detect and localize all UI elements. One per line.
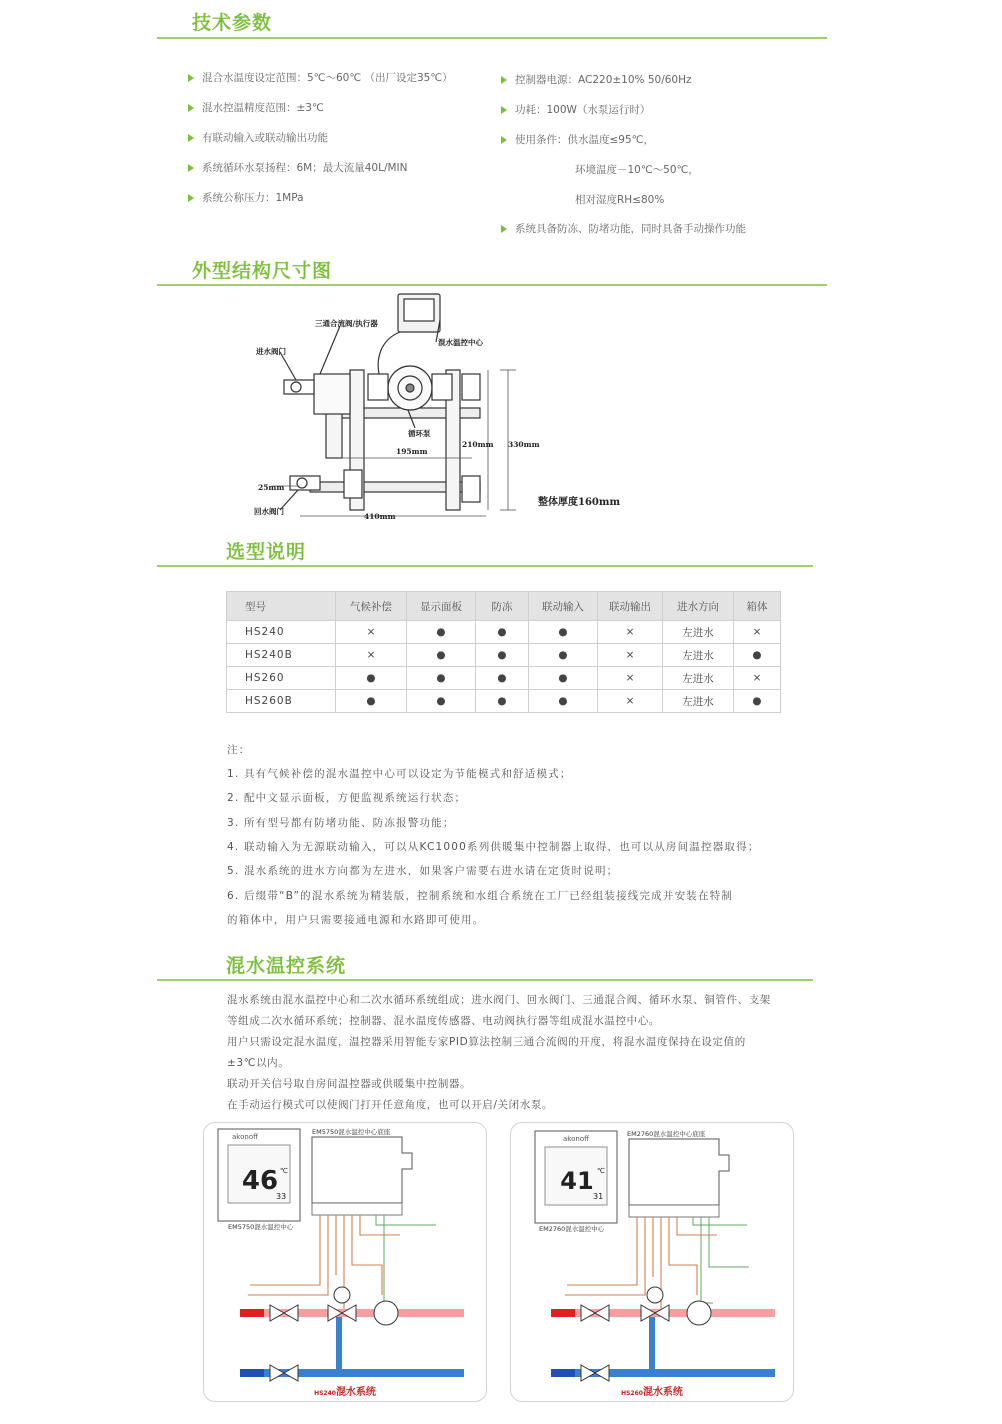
table-header-cell: 显示面板 xyxy=(407,592,476,621)
system-diagram-panel-hs240 xyxy=(203,1122,487,1402)
dimension-drawing xyxy=(240,290,660,530)
system-paragraph-line: 联动开关信号取自房间温控器或供暖集中控制器。 xyxy=(227,1078,472,1090)
label-valve3: 三通合流阀/执行器 xyxy=(315,319,378,328)
svg-text:HS260混水系统 xyxy=(621,1385,683,1398)
table-row: HS260B ● ● ● ● × 左进水 ● xyxy=(227,690,781,713)
caption-model: HS260 xyxy=(621,1390,643,1397)
caption-title: 混水系统 xyxy=(642,1387,683,1398)
display-temperature: 41 xyxy=(560,1167,594,1195)
note-item: 4. 联动输入为无源联动输入，可以从KC1000系列供暖集中控制器上取得，也可以从房间温控器取得； xyxy=(227,841,760,853)
system-paragraph-line: 混水系统由混水温控中心和二次水循环系统组成；进水阀门、回水阀门、三通混合阀、循环水泵、铜管件、支架 xyxy=(227,994,771,1006)
spec-item: 功耗：100W（水泵运行时） xyxy=(501,102,650,117)
system-paragraph-line: ±3℃以内。 xyxy=(227,1057,290,1069)
section-rule xyxy=(157,37,827,39)
bullet-arrow-icon xyxy=(501,106,507,114)
table-header-cell: 联动输出 xyxy=(598,592,663,621)
spec-item: 混水控温精度范围：±3℃ xyxy=(188,100,324,115)
section-rule xyxy=(157,565,813,567)
section-rule xyxy=(157,979,813,981)
note-item: 1. 具有气候补偿的混水温控中心可以设定为节能模式和舒适模式； xyxy=(227,768,572,780)
spec-item: 系统循环水泵扬程：6M；最大流量40L/MIN xyxy=(188,160,408,175)
bullet-arrow-icon xyxy=(188,164,194,172)
table-header-cell: 箱体 xyxy=(734,592,781,621)
controller-base-label: EM2760混水温控中心底座 xyxy=(627,1130,706,1138)
note-item: 2. 配中文显示面板，方便监视系统运行状态； xyxy=(227,792,467,804)
spec-item: 系统具备防冻、防堵功能，同时具备手动操作功能 xyxy=(501,221,746,236)
label-25: 25mm xyxy=(258,483,285,492)
spec-item-continued: 环境温度－10℃～50℃， xyxy=(575,164,699,176)
display-temperature: 46 xyxy=(241,1166,279,1196)
spec-item: 使用条件：供水温度≤95℃， xyxy=(501,132,654,147)
table-header-row xyxy=(227,592,781,621)
bullet-arrow-icon xyxy=(501,76,507,84)
controller-label: EM5750混水温控中心 xyxy=(228,1223,294,1231)
svg-text:31: 31 xyxy=(593,1192,604,1201)
section-title-tech: 技术参数 xyxy=(192,12,273,34)
svg-text:33: 33 xyxy=(276,1192,287,1201)
section-title-selection: 选型说明 xyxy=(226,541,307,563)
system-diagram-panel-hs260 xyxy=(510,1122,794,1402)
system-paragraph-line: 在手动运行模式可以使阀门打开任意角度，也可以开启/关闭水泵。 xyxy=(227,1099,554,1111)
table-header-cell: 气候补偿 xyxy=(336,592,407,621)
bullet-arrow-icon xyxy=(188,134,194,142)
controller-base xyxy=(312,1137,412,1203)
table-header-cell: 型号 xyxy=(227,592,336,621)
svg-text:akonoff: akonoff xyxy=(563,1135,589,1143)
note-item: 3. 所有型号都有防堵功能、防冻报警功能； xyxy=(227,817,455,829)
label-pump: 循环泵 xyxy=(408,429,431,438)
bullet-arrow-icon xyxy=(501,136,507,144)
spec-item: 有联动输入或联动输出功能 xyxy=(188,130,328,145)
svg-text:℃: ℃ xyxy=(280,1167,288,1175)
system-paragraph-line: 用户只需设定混水温度，温控器采用智能专家PID算法控制三通合流阀的开度，将混水温度保持在设定值的 xyxy=(227,1036,746,1048)
table-header-cell: 进水方向 xyxy=(663,592,734,621)
spec-item-continued: 相对湿度RH≤80% xyxy=(575,194,665,206)
controller-base-label: EM5750混水温控中心底座 xyxy=(312,1128,391,1136)
spec-item: 系统公称压力：1MPa xyxy=(188,190,304,205)
spec-item: 控制器电源：AC220±10% 50/60Hz xyxy=(501,72,692,87)
table-row: HS260 ● ● ● ● × 左进水 × xyxy=(227,667,781,690)
pump-icon xyxy=(374,1301,398,1325)
bullet-arrow-icon xyxy=(188,194,194,202)
note-item: 5. 混水系统的进水方向都为左进水，如果客户需要右进水请在定货时说明； xyxy=(227,865,619,877)
section-title-system: 混水温控系统 xyxy=(226,955,347,977)
controller-label: EM2760混水温控中心 xyxy=(539,1225,605,1233)
model-selection-table xyxy=(226,591,781,713)
label-inlet-valve: 进水阀门 xyxy=(256,347,286,356)
svg-text:℃: ℃ xyxy=(597,1167,605,1175)
notes-heading: 注： xyxy=(227,744,251,756)
label-330: 330mm xyxy=(508,440,540,449)
table-header-cell: 防冻 xyxy=(476,592,529,621)
bullet-arrow-icon xyxy=(188,104,194,112)
section-title-dimension: 外型结构尺寸图 xyxy=(192,260,333,282)
label-195: 195mm xyxy=(396,447,428,456)
svg-text:HS240混水系统 xyxy=(314,1385,376,1398)
table-header-cell: 联动输入 xyxy=(529,592,598,621)
bullet-arrow-icon xyxy=(188,74,194,82)
label-control-center: 混水温控中心 xyxy=(438,338,483,347)
caption-title: 混水系统 xyxy=(335,1387,376,1398)
controller-base xyxy=(629,1139,729,1205)
table-row: HS240B × ● ● ● × 左进水 ● xyxy=(227,644,781,667)
pump-icon xyxy=(687,1301,711,1325)
label-thickness: 整体厚度160mm xyxy=(538,497,621,508)
svg-text:akonoff: akonoff xyxy=(232,1133,258,1141)
bullet-arrow-icon xyxy=(501,225,507,233)
spec-item: 混合水温度设定范围：5℃～60℃ （出厂设定35℃） xyxy=(188,70,453,85)
system-paragraph-line: 等组成二次水循环系统；控制器、混水温度传感器、电动阀执行器等组成混水温控中心。 xyxy=(227,1015,660,1027)
table-row: HS240 × ● ● ● × 左进水 × xyxy=(227,621,781,644)
label-return-valve: 回水阀门 xyxy=(254,507,284,516)
section-rule xyxy=(157,284,827,286)
label-410: 410mm xyxy=(364,512,396,521)
label-210: 210mm xyxy=(462,440,494,449)
note-item-continued: 的箱体中，用户只需要接通电源和水路即可使用。 xyxy=(227,914,485,926)
caption-model: HS240 xyxy=(314,1390,336,1397)
note-item: 6. 后缀带“B”的混水系统为精装版，控制系统和水组合系统在工厂已经组装接线完成并安装在特制 xyxy=(227,890,734,902)
